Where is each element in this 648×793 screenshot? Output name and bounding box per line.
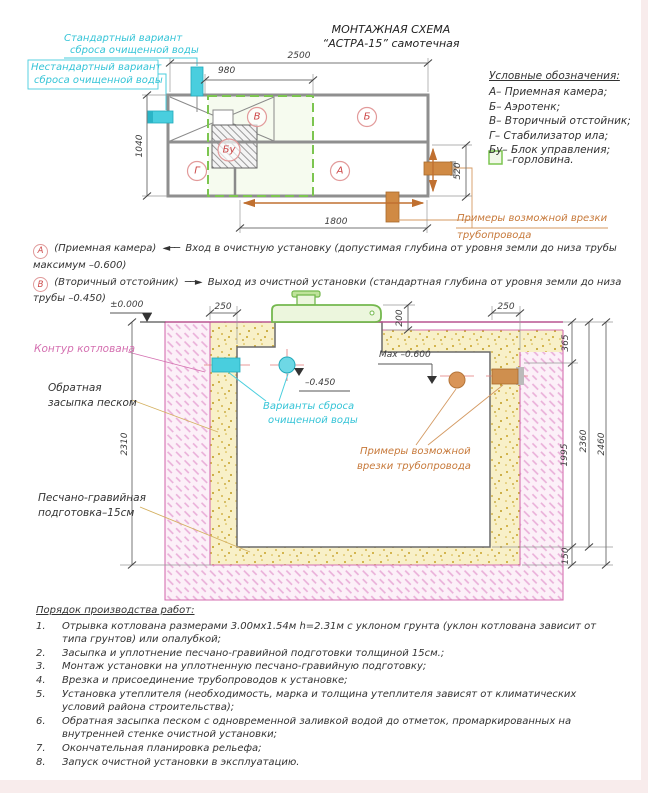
work-order-item (36, 715, 622, 742)
dim-250-right: 250 (497, 302, 515, 312)
dim-200: 200 (394, 309, 405, 327)
level-max-600: Max –0.600 (379, 350, 431, 360)
work-order-item (36, 674, 622, 688)
legend-item: А– Приемная камера; (489, 86, 608, 98)
item-number: 7. (36, 742, 46, 754)
pipe-examples-section-line2: врезки трубопровода (357, 461, 471, 472)
note-marker-v: В (33, 277, 48, 292)
item-text: Отрывка котлована размерами 3.00мх1.54м h=2.31м с уклоном грунта (уклон котлована зависит от типа грунтов) или опалубкой; (62, 620, 597, 646)
dim-1040: 1040 (134, 134, 145, 158)
dim-250-left: 250 (214, 302, 232, 312)
item-number: 6. (36, 715, 46, 727)
page-edge-bottom (0, 780, 648, 793)
work-order-item (36, 647, 622, 661)
item-number: 1. (36, 620, 46, 632)
chamber-label-g: Г (194, 165, 200, 177)
note-inlet (33, 242, 625, 273)
item-text: Монтаж установки на уплотненную песчано-гравийную подготовку; (62, 661, 427, 673)
level-450: –0.450 (305, 378, 336, 388)
item-text: Обратная засыпка песком с одновременной заливкой водой до отметок, промаркированных на внутренней стенке очистной установки; (62, 715, 572, 741)
callout-standard-line2: сброса очищенной воды (70, 45, 199, 56)
dim-980: 980 (218, 66, 236, 76)
label-backfill-line1: Обратная (48, 382, 102, 394)
note-a-name: (Приемная камера) (54, 243, 157, 254)
item-number: 3. (36, 661, 46, 673)
inlet-outlet-notes (33, 242, 625, 309)
legend-item: Б– Аэротенк; (489, 100, 561, 113)
dim-2500: 2500 (287, 51, 311, 61)
dim-2460: 2460 (596, 432, 607, 456)
dim-1800: 1800 (324, 217, 348, 227)
item-text: Засыпка и уплотнение песчано-гравийной подготовки толщиной 15см.; (62, 647, 445, 659)
drawing-title-line1: МОНТАЖНАЯ СХЕМА (331, 23, 451, 36)
dim-150: 150 (560, 547, 571, 565)
note-v-text: Выход из очистной установки (стандартная глубина от уровня земли до низа трубы –0.450) (33, 276, 622, 304)
arrow-left-icon: ◄── (162, 243, 180, 254)
chamber-label-a: А (336, 165, 344, 177)
dim-2310: 2310 (119, 432, 130, 456)
label-pit-contour: Контур котлована (34, 343, 136, 355)
dim-520: 520 (452, 162, 463, 180)
drawing-title-line2: “АСТРА-15” самотечная (322, 37, 460, 50)
legend-item: Г– Стабилизатор ила; (489, 129, 609, 142)
item-number: 2. (36, 647, 46, 659)
item-text: Врезка и присоединение трубопроводов к установке; (62, 674, 348, 686)
label-sandprep-line2: подготовка–15см (38, 507, 135, 519)
label-sandprep-line1: Песчано-гравийная (38, 492, 146, 504)
dim-2360: 2360 (578, 429, 589, 453)
work-order (36, 604, 622, 769)
work-order-item (36, 688, 622, 715)
pipe-examples-plan-line1: Примеры возможной врезки (457, 213, 608, 224)
label-discharge-line2: очищенной воды (268, 415, 358, 426)
pipe-examples-plan-line2: трубопровода (457, 230, 532, 241)
chamber-label-v: В (253, 111, 261, 123)
item-number: 5. (36, 688, 46, 700)
item-number: 8. (36, 756, 46, 768)
work-order-item (36, 756, 622, 770)
level-zero: ±0.000 (110, 300, 144, 310)
dim-365: 365 (560, 334, 571, 352)
note-a-text: Вход в очистную установку (допустимая глубина от уровня земли до низа трубы максимум –0.600) (33, 243, 617, 271)
legend-item: Бу– Блок управления; (489, 144, 611, 156)
item-number: 4. (36, 674, 46, 686)
arrow-right-icon: ──► (184, 276, 202, 288)
chamber-label-bu: Бу (222, 144, 236, 156)
note-marker-a: А (33, 244, 48, 259)
label-discharge-line1: Варианты сброса (263, 401, 355, 412)
legend-neck-label: –горловина. (507, 154, 574, 166)
inlet-pipes-plan (386, 161, 456, 222)
chamber-label-b: Б (363, 111, 371, 123)
callout-nonstandard-line1: Нестандартный вариант (31, 62, 162, 73)
work-order-item (36, 742, 622, 756)
callout-nonstandard-line2: сброса очищенной воды (34, 75, 163, 86)
item-text: Запуск очистной установки в эксплуатацию. (62, 756, 300, 768)
callout-standard-line1: Стандартный вариант (64, 33, 183, 44)
pipe-examples-section-line1: Примеры возможной (360, 446, 471, 457)
work-order-title: Порядок производства работ: (36, 605, 195, 616)
item-text: Установка утеплителя (необходимость, марка и толщина утеплителя зависят от климатических условий района строительства); (62, 688, 577, 714)
label-backfill-line2: засыпка песком (48, 397, 137, 409)
legend (489, 70, 645, 166)
item-text: Окончательная планировка рельефа; (62, 742, 262, 754)
tank-body (237, 322, 490, 547)
work-order-item (36, 660, 622, 674)
legend-title: Условные обозначения: (489, 70, 620, 82)
legend-item: В– Вторичный отстойник; (489, 115, 631, 127)
dim-1995: 1995 (559, 443, 570, 467)
work-order-item (36, 620, 622, 647)
note-v-name: (Вторичный отстойник) (54, 276, 179, 288)
